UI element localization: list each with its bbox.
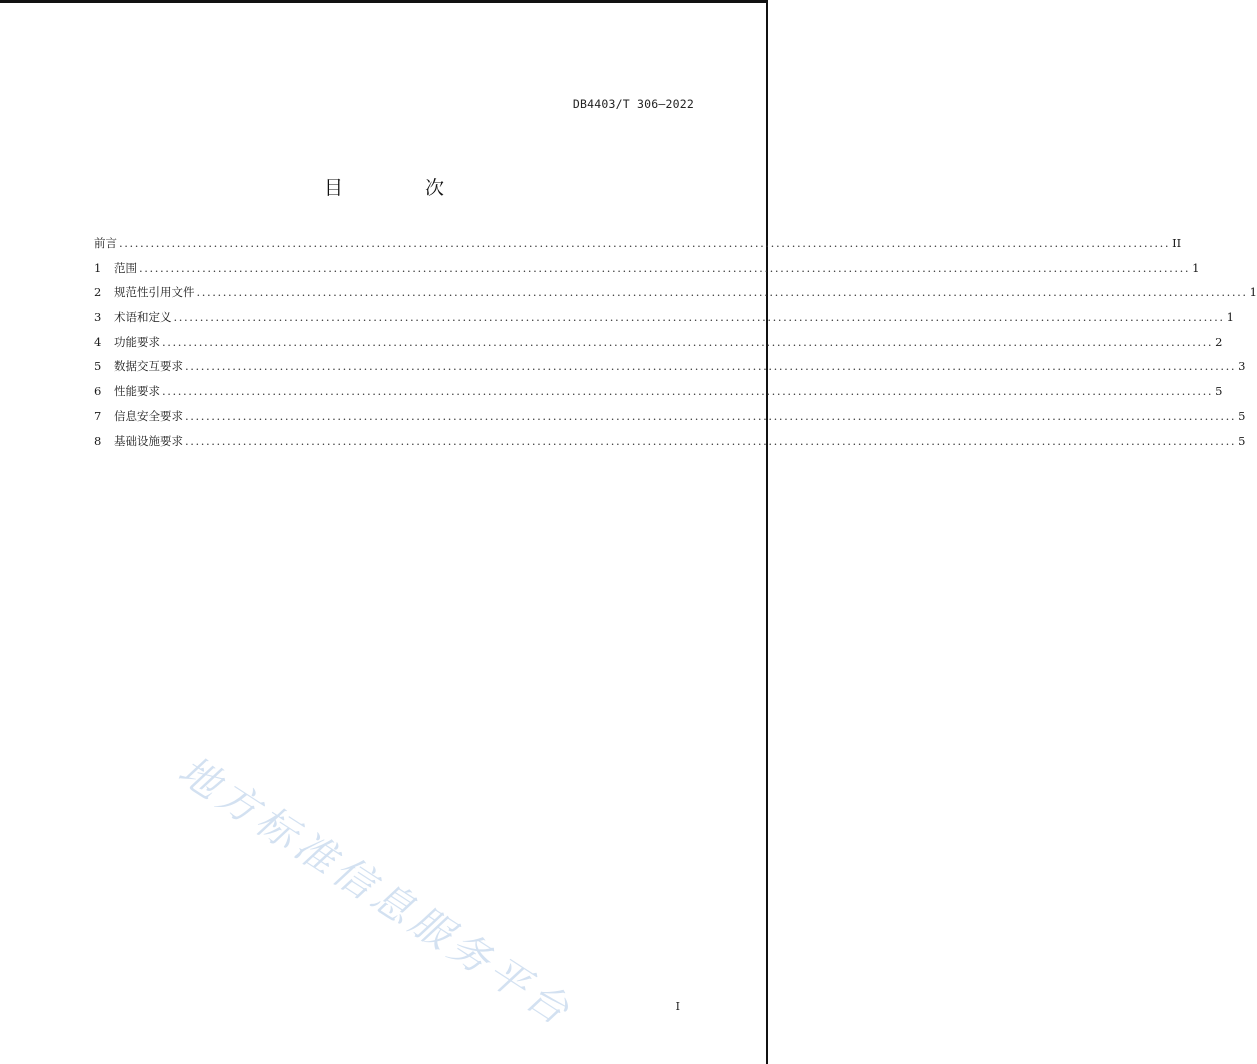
toc-entry-title: 功能要求	[114, 334, 160, 349]
toc-entry[interactable]	[94, 284, 1257, 309]
toc-leader-dots: ........................................................................................................................................................................................................	[185, 408, 1237, 423]
toc-leader-dots: ........................................................................................................................................................................................................	[162, 384, 1214, 399]
toc-entry-title: 前言	[94, 236, 117, 250]
page-right-border	[766, 0, 768, 1064]
toc-entry-title: 基础设施要求	[114, 433, 183, 448]
toc-leader-dots: ........................................................................................................................................................................................................	[119, 236, 1171, 250]
toc-entry-page: 3	[1238, 359, 1246, 374]
toc-entry-number: 4	[94, 334, 102, 349]
toc-entry-title: 信息安全要求	[114, 408, 183, 423]
toc-entry-number: 8	[94, 433, 102, 448]
toc-entry-page: II	[1172, 236, 1182, 250]
toc-leader-dots: ........................................................................................................................................................................................................	[139, 260, 1191, 275]
toc-leader-dots: ........................................................................................................................................................................................................	[162, 334, 1214, 349]
toc-entry[interactable]	[94, 260, 1200, 285]
document-code: DB4403/T 306—2022	[572, 97, 694, 111]
watermark-text: 地方标准信息服务平台	[170, 747, 581, 1037]
page-number: I	[675, 1000, 680, 1013]
toc-entry-page: 2	[1215, 334, 1223, 349]
toc-entry-number: 1	[94, 260, 102, 275]
page-top-border	[0, 0, 768, 3]
toc-entry-number: 5	[94, 359, 102, 374]
toc-entry-number: 7	[94, 408, 102, 423]
toc-entry-number: 3	[94, 310, 102, 325]
toc-entry-page: 1	[1226, 310, 1234, 325]
toc-entry-title: 性能要求	[114, 384, 160, 399]
toc-entry[interactable]	[94, 433, 1246, 458]
toc-entry[interactable]	[94, 235, 1182, 260]
toc-entry-title: 范围	[114, 260, 137, 275]
toc-entry-title: 规范性引用文件	[114, 285, 195, 300]
toc-entry-page: 5	[1238, 433, 1246, 448]
toc-entry-page: 1	[1249, 285, 1257, 300]
toc-entry-page: 1	[1192, 260, 1200, 275]
toc-entry[interactable]	[94, 408, 1246, 433]
toc-leader-dots: ........................................................................................................................................................................................................	[196, 285, 1248, 300]
toc-entry-page: 5	[1215, 384, 1223, 399]
toc-entry[interactable]	[94, 334, 1223, 359]
toc-title: 目 次	[323, 177, 483, 199]
toc-entry[interactable]	[94, 309, 1234, 334]
table-of-contents	[94, 235, 1257, 457]
toc-entry-number: 6	[94, 384, 102, 399]
toc-entry-page: 5	[1238, 408, 1246, 423]
toc-entry-title: 数据交互要求	[114, 359, 183, 374]
toc-entry[interactable]	[94, 383, 1223, 408]
toc-leader-dots: ........................................................................................................................................................................................................	[173, 310, 1225, 325]
toc-entry-number: 2	[94, 285, 102, 300]
toc-entry[interactable]	[94, 358, 1246, 383]
toc-entry-title: 术语和定义	[114, 310, 172, 325]
toc-leader-dots: ........................................................................................................................................................................................................	[185, 359, 1237, 374]
toc-leader-dots: ........................................................................................................................................................................................................	[185, 433, 1237, 448]
